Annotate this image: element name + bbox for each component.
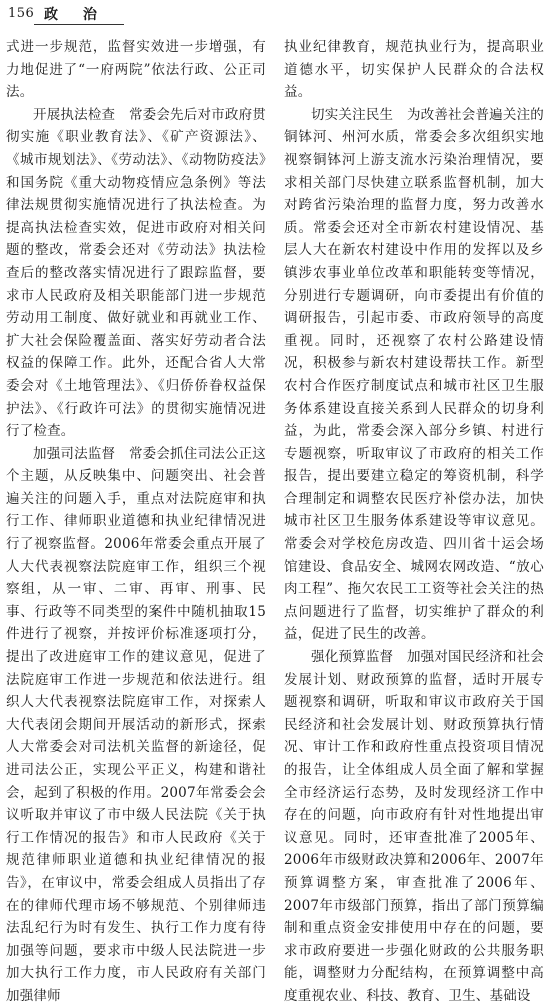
page-number: 156 [8,6,35,21]
left-column [6,36,266,1004]
paragraph-continuation: 式进一步规范，监督实效进一步增强，有力地促进了“一府两院”依法行政、公正司法。 [6,39,266,101]
page-header [8,4,540,26]
right-column [284,36,544,1004]
paragraph-continuation-right: 执业纪律教育，规范执业行为，提高职业道德水平，切实保护人民群众的合法权益。 [284,39,544,101]
paragraph-judicial-supervision: 加强司法监督 常委会抓住司法公正这个主题，从反映集中、问题突出、社会普遍关注的问题入手，重点对法院庭审和执行工作、律师职业道德和执业纪律情况进行了视察监督。2006年常委会重点开展了人大代表视察法院庭审工作，组织三个视察组，从一审、二审、再审、刑事、民事、行政等不同类型的案件中随机抽取15件进行了视察，并按评价标准逐项打分，提出了改进庭审工作的建议意见，促进了法院庭审工作进一步规范和依法进行。组织人大代表视察法院庭审工作，对探索人大代表闭会期间开展活动的新形式，探索人大常委会对司法机关监督的新途径，促进司法公正，实现公平正义，构建和谐社会，起到了积极的作用。2007年常委会会议听取并审议了市中级人民法院《关于执行工作情况的报告》和市人民政府《关于规范律师职业道德和执业纪律情况的报告》，在审议中，常委会组成人员指出了存在的律师代理市场不够规范、个别律师违法乱纪行为时有发生、执行工作力度有待加强等问题，要求市中级人民法院进一步加大执行工作力度，市人民政府有关部门加强律师 [6,445,266,1004]
paragraph-livelihood: 切实关注民生 为改善社会普遍关注的铜钵河、州河水质，常委会多次组织实地视察铜钵河上游支流水污染治理情况，要求相关部门尽快建立联系监督机制，加大对跨省污染治理的监督力度，努力改善水质。常委会还对全市新农村建设情况、基层人大在新农村建设中作用的发挥以及乡镇涉农事业单位改革和职能转变等情况，分别进行专题调研，向市委提出有价值的调研报告，引起市委、市政府领导的高度重视。同时，还视察了农村公路建设情况，积极参与新农村建设帮扶工作。新型农村合作医疗制度试点和城市社区卫生服务体系建设直接关系到人民群众的切身利益，为此，常委会深入部分乡镇、村进行专题视察，听取审议了市政府的相关工作报告，提出要建立稳定的筹资机制，科学合理制定和调整农民医疗补偿办法，加快城市社区卫生服务体系建设等审议意见。常委会对学校危房改造、四川省十运会场馆建设、食品安全、城网农网改造、“放心肉工程”、拖欠农民工工资等社会关注的热点问题进行了监督，切实维护了群众的利益，促进了民生的改善。 [284,106,544,643]
paragraph-budget-supervision: 强化预算监督 加强对国民经济和社会发展计划、财政预算的监督，适时开展专题视察和调研，听取和审议市政府关于国民经济和社会发展计划、财政预算执行情况、审计工作和政府性重点投资项目情况的报告，让全体组成人员全面了解和掌握全市经济运行态势，及时发现经济工作中存在的问题，向市政府有针对性地提出审议意见。同时，还审查批准了2005年、2006年市级财政决算和2006年、2007年预算调整方案，审查批准了2006年、2007年市级部门预算，指出了部门预算编制和重点资金安排使用中存在的问题，要求市政府要进一步强化财政的公共服务职能，调整财力分配结构，在预算调整中高度重视农业、科技、教育、卫生、基础设 [284,649,544,1004]
header-rule [34,24,124,25]
paragraph-law-enforcement-inspection: 开展执法检查 常委会先后对市政府贯彻实施《职业教育法》、《矿产资源法》、《城市规划法》、《劳动法》、《动物防疫法》和国务院《重大动物疫情应急条例》等法律法规贯彻实施情况进行了执法检查。为提高执法检查实效，促进市政府对相关问题的整改，常委会还对《劳动法》执法检查后的整改落实情况进行了跟踪监督，要求市人民政府及相关职能部门进一步规范劳动用工制度、做好就业和再就业工作、扩大社会保险覆盖面、落实好劳动者合法权益的保障工作。此外，还配合省人大常委会对《土地管理法》、《归侨侨眷权益保护法》、《行政许可法》的贯彻实施情况进行了检查。 [6,106,266,440]
section-title: 政 治 [44,7,107,23]
